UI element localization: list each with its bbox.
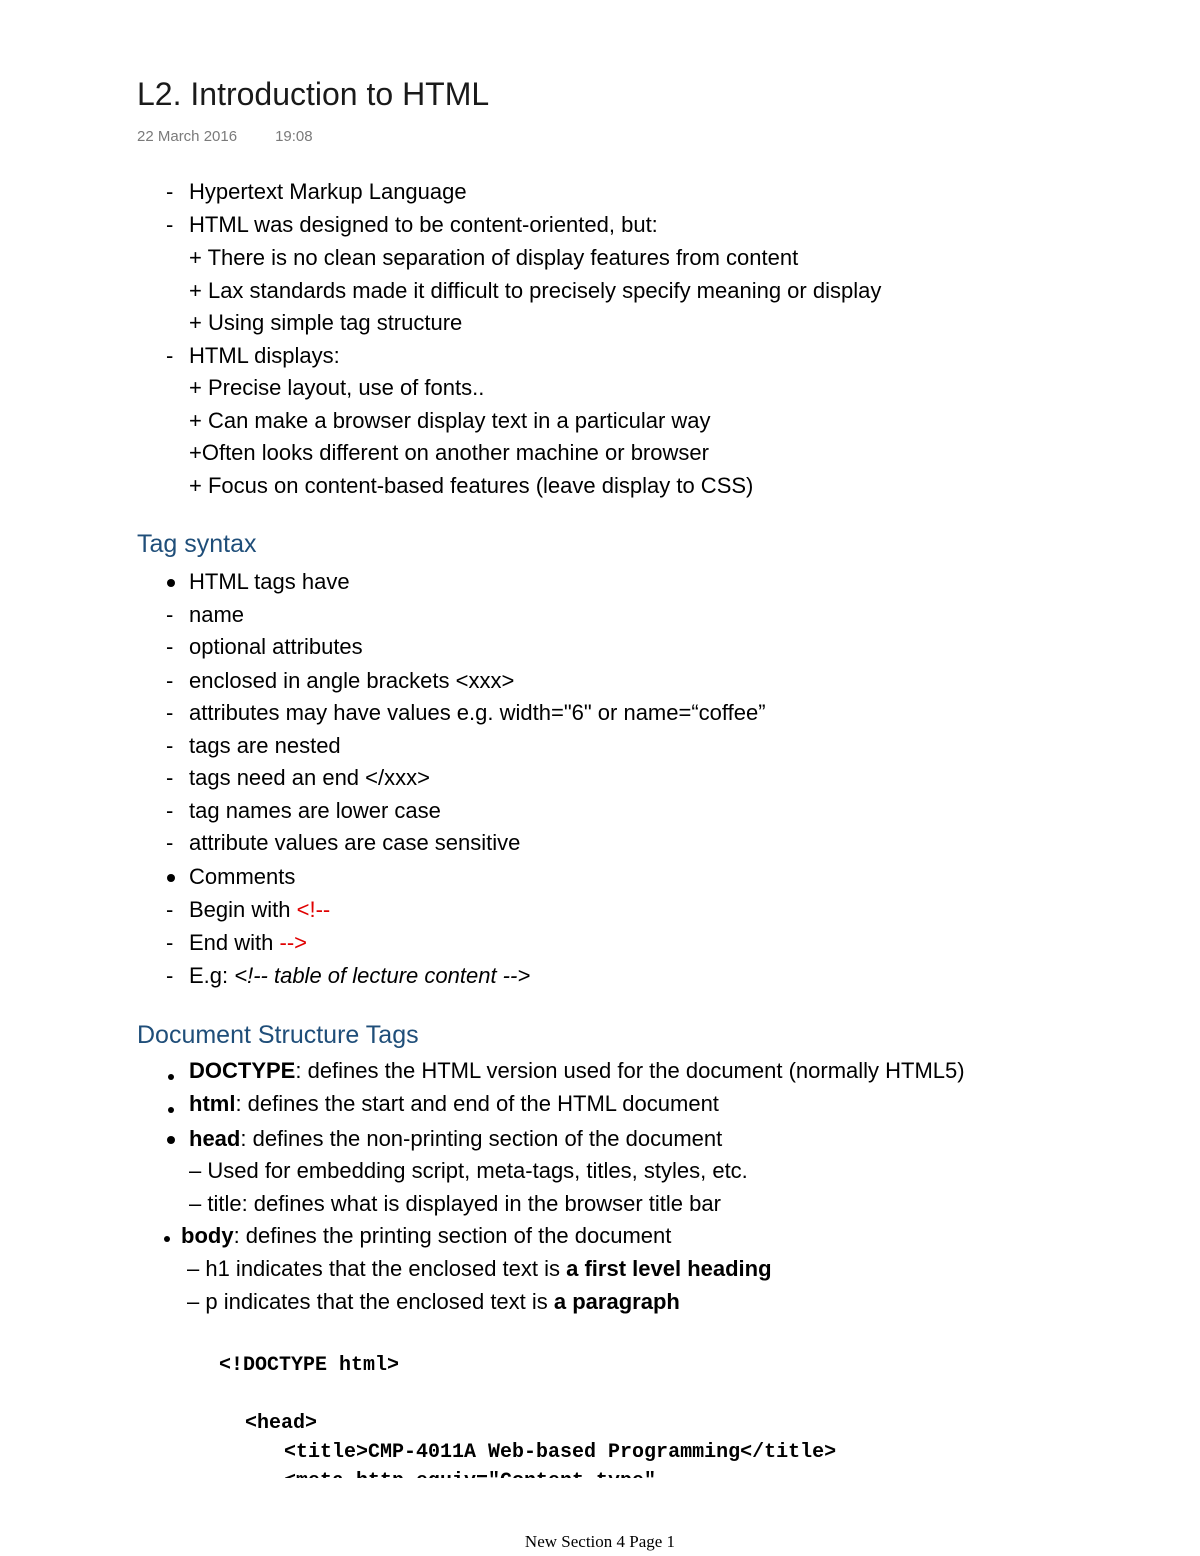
body-sub2-bold: a paragraph — [553, 1289, 680, 1314]
dash-marker: - — [166, 343, 174, 368]
code-line: <!DOCTYPE html> — [219, 1354, 400, 1377]
list-item: + Focus on content-based features (leave display to CSS) — [189, 473, 754, 498]
list-item: HTML tags have — [189, 569, 350, 594]
section-heading-document-structure: Document Structure Tags — [137, 1021, 419, 1049]
list-item: name — [189, 602, 245, 627]
list-item — [189, 1056, 965, 1086]
dash-marker: - — [166, 668, 174, 693]
dash-marker: - — [166, 700, 174, 725]
list-item: + There is no clean separation of display features from content — [189, 245, 799, 270]
list-item: Hypertext Markup Language — [189, 179, 467, 204]
doctype-term: DOCTYPE — [189, 1058, 296, 1083]
comment-end-marker: --> — [279, 930, 307, 955]
list-item — [189, 1089, 719, 1119]
bullet-dot — [167, 1136, 175, 1144]
end-with-label: End with — [189, 930, 280, 955]
dash-marker: - — [166, 830, 174, 855]
code-line: <title>CMP-4011A Web-based Programming</title> — [284, 1441, 837, 1464]
dash-marker: - — [166, 733, 174, 758]
section-heading-tag-syntax: Tag syntax — [137, 530, 257, 558]
page-footer: New Section 4 Page 1 — [524, 1532, 676, 1551]
list-item: + Lax standards made it difficult to precisely specify meaning or display — [189, 278, 882, 303]
list-item — [189, 1124, 722, 1154]
list-item: attribute values are case sensitive — [189, 830, 521, 855]
list-item: + Precise layout, use of fonts.. — [189, 375, 485, 400]
bullet-dot — [164, 1236, 170, 1242]
comment-example: <!-- table of lecture content --> — [234, 963, 531, 988]
note-timestamp — [137, 128, 313, 145]
begin-with-label: Begin with — [189, 897, 297, 922]
head-term: head — [189, 1126, 241, 1151]
code-line: <head> — [245, 1412, 318, 1435]
dash-marker: - — [166, 798, 174, 823]
body-desc: : defines the printing section of the document — [233, 1223, 672, 1248]
dash-marker: - — [166, 602, 174, 627]
dash-marker: - — [166, 634, 174, 659]
bullet-dot — [168, 1107, 174, 1113]
dash-marker: - — [166, 765, 174, 790]
page-clip — [0, 1478, 1200, 1490]
html-desc: : defines the start and end of the HTML document — [235, 1091, 719, 1116]
page-title: L2. Introduction to HTML — [137, 76, 490, 112]
dash-marker: - — [166, 212, 174, 237]
bullet-dot — [167, 579, 175, 587]
body-sub1-bold: a first level heading — [566, 1256, 772, 1281]
body-sub1-text: – h1 indicates that the enclosed text is — [187, 1256, 567, 1281]
list-item: tags are nested — [189, 733, 341, 758]
body-sub2-text: – p indicates that the enclosed text is — [187, 1289, 554, 1314]
list-item: – Used for embedding script, meta-tags, titles, styles, etc. — [189, 1158, 748, 1183]
doctype-desc: : defines the HTML version used for the document (normally HTML5) — [295, 1058, 965, 1083]
body-term: body — [181, 1223, 234, 1248]
list-item: + Using simple tag structure — [189, 310, 463, 335]
dash-marker: - — [166, 897, 174, 922]
list-item: optional attributes — [189, 634, 363, 659]
dash-marker: - — [166, 179, 174, 204]
example-label: E.g: — [189, 963, 235, 988]
list-item: enclosed in angle brackets <xxx> — [189, 668, 515, 693]
list-item: tag names are lower case — [189, 798, 441, 823]
note-date: 22 March 2016 — [137, 128, 238, 145]
comment-begin-marker: <!-- — [296, 897, 331, 922]
bullet-dot — [168, 1074, 174, 1080]
list-item: tags need an end </xxx> — [189, 765, 430, 790]
list-item — [187, 1254, 772, 1284]
list-item — [181, 1221, 671, 1251]
list-item: – title: defines what is displayed in the browser title bar — [189, 1191, 721, 1216]
head-desc: : defines the non-printing section of the document — [240, 1126, 723, 1151]
list-item: attributes may have values e.g. width="6" or name=“coffee” — [189, 700, 766, 725]
note-time: 19:08 — [275, 128, 313, 145]
list-item: Comments — [189, 864, 296, 889]
list-item — [187, 1287, 680, 1317]
list-item: + Can make a browser display text in a particular way — [189, 408, 711, 433]
list-item — [189, 895, 330, 925]
list-item: HTML displays: — [189, 343, 340, 368]
list-item: +Often looks different on another machine or browser — [189, 440, 709, 465]
list-item: HTML was designed to be content-oriented, but: — [189, 212, 658, 237]
bullet-dot — [167, 874, 175, 882]
dash-marker: - — [166, 963, 174, 988]
list-item — [189, 928, 307, 958]
html-term: html — [189, 1091, 236, 1116]
list-item — [189, 961, 530, 991]
dash-marker: - — [166, 930, 174, 955]
